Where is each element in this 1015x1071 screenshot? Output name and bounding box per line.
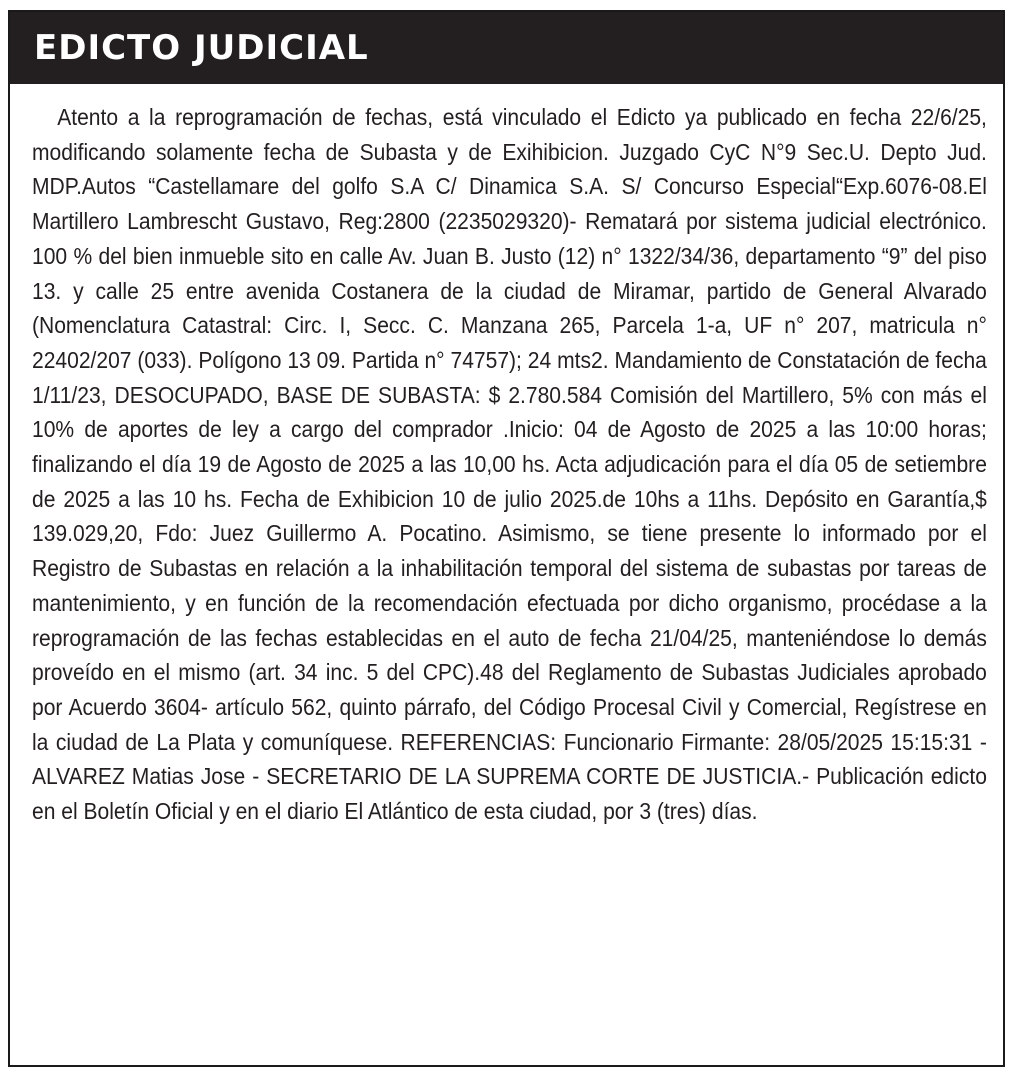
edict-title: EDICTO JUDICIAL [34, 28, 369, 68]
edict-notice [8, 10, 1005, 1067]
edict-body-text: Atento a la reprogramación de fechas, está vinculado el Edicto ya publicado en fecha 22/6/25, modificando solamente fecha de Subasta y de Exihibicion. Juzgado CyC N°9 Sec.U. Depto Jud. MDP.Autos “Castellamare del golfo S.A C/ Dinamica S.A. S/ Concurso Especial“Exp.6076-08.El Martillero Lambrescht Gustavo, Reg:2800 (2235029320)- Rematará por sistema judicial electrónico. 100 % del bien inmueble sito en calle Av. Juan B. Justo (12) n° 1322/34/36, departamento “9” del piso 13. y calle 25 entre avenida Costanera de la ciudad de Miramar, partido de General Alvarado (Nomenclatura Catastral: Circ. I, Secc. C. Manzana 265, Parcela 1-a, UF n° 207, matricula n° 22402/207 (033). Polígono 13 09. Partida n° 74757); 24 mts2. Mandamiento de Constatación de fecha 1/11/23, DESOCUPADO, BASE DE SUBASTA: $ 2.780.584 Comisión del Martillero, 5% con más el 10% de aportes de ley a cargo del comprador .Inicio: 04 de Agosto de 2025 a las 10:00 horas; finalizando el día 19 de Agosto de 2025 a las 10,00 hs. Acta adjudicación para el día 05 de setiembre de 2025 a las 10 hs. Fecha de Exhibicion 10 de julio 2025.de 10hs a 11hs. Depósito en Garantía,$ 139.029,20, Fdo: Juez Guillermo A. Pocatino. Asimismo, se tiene presente lo informado por el Registro de Subastas en relación a la inhabilitación temporal del sistema de subastas por tareas de mantenimiento, y en función de la recomendación efectuada por dicho organismo, procédase a la reprogramación de las fechas establecidas en el auto de fecha 21/04/25, manteniéndose lo demás proveído en el mismo (art. 34 inc. 5 del CPC).48 del Reglamento de Subastas Judiciales aprobado por Acuerdo 3604- artículo 562, quinto párrafo, del Código Procesal Civil y Comercial, Regístrese en la ciudad de La Plata y comuníquese. REFERENCIAS: Funcionario Firmante: 28/05/2025 15:15:31 - ALVAREZ Matias Jose - SECRETARIO DE LA SUPREMA CORTE DE JUSTICIA.- Publicación edicto en el Boletín Oficial y en el diario El Atlántico de esta ciudad, por 3 (tres) días. [32, 104, 987, 825]
edict-body [10, 84, 1003, 829]
edict-header [10, 12, 1003, 84]
